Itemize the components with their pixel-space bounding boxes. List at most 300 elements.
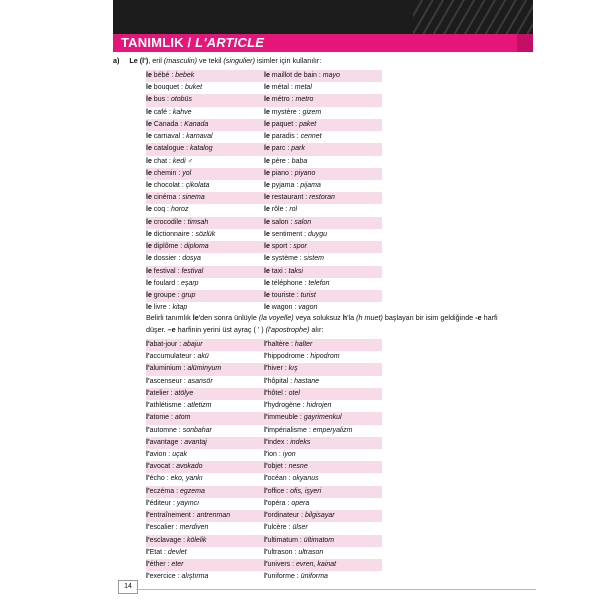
- article: le: [264, 230, 270, 238]
- vocab-row: [146, 437, 382, 449]
- section-title: TANIMLIK / L'ARTICLE: [121, 35, 265, 50]
- vocab-row: [146, 229, 382, 241]
- french-word: ulcère: [267, 524, 287, 532]
- french-word: avantage: [149, 438, 179, 446]
- turkish-translation: gayrimenkul: [303, 414, 342, 422]
- turkish-translation: vagon: [298, 304, 318, 312]
- turkish-translation: mayo: [322, 72, 340, 79]
- turkish-translation: ultrason: [298, 548, 324, 556]
- article: l': [264, 463, 268, 471]
- french-word: système: [271, 255, 298, 263]
- article: l': [146, 414, 150, 422]
- vocab-row: [146, 486, 382, 498]
- turkish-translation: kış: [288, 365, 298, 373]
- vocab-entry: l'athlétisme : atletizm: [146, 402, 212, 410]
- vocab-entry: le père : baba: [264, 157, 308, 165]
- vocab-entry: l'hôpital : hastane: [264, 377, 320, 385]
- vocab-entry: le groupe : grup: [146, 291, 196, 299]
- vocab-entry: l'haltère : halter: [264, 341, 313, 348]
- turkish-translation: paket: [299, 120, 317, 128]
- title-band-accent: [517, 34, 533, 52]
- vocab-row: [146, 217, 382, 229]
- french-word: automne: [149, 426, 177, 434]
- vocab-entry: le wagon : vagon: [264, 304, 318, 312]
- turkish-translation: restoran: [309, 194, 335, 202]
- turkish-translation: atletizm: [187, 402, 212, 410]
- turkish-translation: timsah: [187, 218, 209, 226]
- article: le: [264, 120, 270, 128]
- article: l': [146, 402, 150, 410]
- vocab-entry: l'index : indeks: [264, 438, 311, 446]
- article: l': [146, 512, 150, 520]
- turkish-translation: uçak: [172, 450, 187, 458]
- french-word: père: [271, 157, 286, 165]
- vocab-entry: l'uniforme : üniforma: [264, 573, 328, 581]
- vocab-row: [146, 290, 382, 302]
- vocab-row: [146, 388, 382, 400]
- article: le: [264, 304, 270, 312]
- turkish-translation: eter: [171, 560, 184, 568]
- vocab-row: [146, 522, 382, 534]
- vocab-row: [146, 156, 382, 168]
- french-word: athlétisme: [149, 402, 182, 410]
- vocab-row: [146, 131, 382, 143]
- french-word: office: [267, 487, 285, 495]
- article: le: [146, 194, 152, 202]
- article: le: [264, 218, 270, 226]
- vocab-entry: le métro : metro: [264, 96, 314, 104]
- french-word: foulard: [153, 279, 176, 287]
- turkish-translation: otel: [288, 389, 300, 397]
- turkish-translation: bebek: [175, 72, 195, 79]
- vocab-entry: le foulard : eşarp: [146, 279, 199, 287]
- vocab-entry: le livre : kitap: [146, 304, 188, 312]
- turkish-translation: horoz: [170, 206, 189, 214]
- vocab-entry: le chemin : yol: [146, 169, 192, 177]
- vocab-row: [146, 559, 382, 571]
- vocab-entry: le parc : park: [264, 145, 305, 153]
- vocab-entry: le restaurant : restoran: [264, 194, 335, 202]
- french-word: cinéma: [153, 194, 177, 202]
- vocab-entry: l'atome : atom: [146, 414, 191, 422]
- vocab-entry: le dictionnaire : sözlük: [146, 230, 216, 238]
- vocab-entry: l'ion : iyon: [264, 450, 296, 458]
- turkish-translation: opera: [291, 499, 310, 507]
- vocab-row: [146, 425, 382, 437]
- french-word: livre: [153, 304, 167, 312]
- article: le: [146, 279, 152, 287]
- vocab-entry: le mystère : gizem: [264, 108, 322, 116]
- article: l': [264, 365, 268, 373]
- article: l': [264, 402, 268, 410]
- french-word: atome: [149, 414, 170, 422]
- turkish-translation: yayıncı: [176, 499, 200, 507]
- french-word: téléphone: [271, 279, 303, 287]
- article: le: [264, 206, 270, 214]
- elision-explanation: Belirli tanımlık le'den sonra ünlüyle (la voyelle) veya soluksuz h'la (h muet) başlayan bir isim geldiğinde -e harfi düşer. –e harfinin yerini üst ayraç ( ' ) (l'apostrophe) alır:: [146, 313, 498, 334]
- article: le: [264, 267, 270, 275]
- vocab-entry: l'océan : okyanus: [264, 475, 319, 483]
- turkish-translation: asansör: [187, 377, 213, 385]
- french-word: parc: [271, 145, 286, 153]
- vocab-row: [146, 473, 382, 485]
- turkish-translation: evren, kainat: [296, 560, 337, 568]
- turkish-translation: taksi: [288, 267, 303, 275]
- vocab-row: [146, 461, 382, 473]
- article: l': [264, 438, 268, 446]
- turkish-translation: Kanada: [184, 120, 209, 128]
- vocab-entry: l'hôtel : otel: [264, 389, 300, 397]
- vocab-entry: le carnaval : karnaval: [146, 133, 213, 141]
- vocab-row: [146, 253, 382, 265]
- french-word: hippodrome: [267, 353, 305, 361]
- vocab-entry: l'éditeur : yayıncı: [146, 499, 200, 507]
- turkish-translation: akü: [197, 353, 209, 361]
- turkish-translation: turist: [300, 291, 316, 299]
- french-word: bébé: [153, 72, 170, 79]
- article: l': [146, 536, 150, 544]
- article: l': [146, 389, 150, 397]
- article: le: [146, 206, 152, 214]
- turkish-translation: indeks: [290, 438, 311, 446]
- turkish-translation: avantaj: [184, 438, 207, 446]
- french-word: atelier: [149, 389, 169, 397]
- article: l': [146, 450, 150, 458]
- french-word: crocodile: [153, 218, 182, 226]
- vocab-row: [146, 376, 382, 388]
- vocab-row: [146, 510, 382, 522]
- turkish-translation: atölye: [174, 389, 194, 397]
- vocab-row: [146, 143, 382, 155]
- french-word: sport: [271, 243, 288, 251]
- vocab-entry: l'ultrason : ultrason: [264, 548, 324, 556]
- vocab-entry: le maillot de bain : mayo: [264, 72, 340, 79]
- vocab-entry: l'ulcère : ülser: [264, 524, 308, 532]
- article: le: [264, 194, 270, 202]
- french-word: restaurant: [271, 194, 304, 202]
- turkish-translation: üniforma: [300, 573, 328, 581]
- french-word: rôle: [271, 206, 284, 214]
- french-word: touriste: [271, 291, 295, 299]
- vocab-entry: l'entraînement : antrenman: [146, 512, 231, 520]
- vocab-entry: l'écho : eko, yankı: [146, 475, 203, 483]
- vocab-entry: le chat : kedi ♂: [146, 157, 193, 165]
- vocab-row: [146, 241, 382, 253]
- vocab-row: [146, 70, 382, 82]
- article: le: [146, 145, 152, 153]
- french-word: accumulateur: [149, 353, 192, 361]
- vocab-entry: le paradis : cennet: [264, 133, 322, 141]
- french-word: café: [153, 108, 168, 116]
- article: le: [146, 230, 152, 238]
- turkish-translation: sistem: [303, 255, 324, 263]
- vocab-entry: le cinéma : sinema: [146, 194, 205, 202]
- french-word: impérialisme: [267, 426, 307, 434]
- vocab-entry: le système : sistem: [264, 255, 324, 263]
- article: le: [146, 255, 152, 263]
- article: l': [264, 377, 268, 385]
- french-word: coq: [153, 206, 166, 214]
- turkish-translation: sonbahar: [182, 426, 212, 434]
- vocab-entry: l'office : ofis, işyeri: [264, 487, 322, 495]
- vocab-entry: le chocolat : çikolata: [146, 181, 210, 189]
- vocab-row: [146, 107, 382, 119]
- article: le: [264, 145, 270, 153]
- article: le: [146, 291, 152, 299]
- french-word: eczéma: [149, 487, 175, 495]
- turkish-translation: telefon: [308, 279, 330, 287]
- article: le: [146, 243, 152, 251]
- article: le: [264, 72, 270, 79]
- turkish-translation: karnaval: [186, 133, 213, 141]
- article: l': [264, 389, 268, 397]
- vocab-entry: l'eczéma : egzema: [146, 487, 205, 495]
- vocab-entry: le coq : horoz: [146, 206, 189, 214]
- french-word: éditeur: [149, 499, 172, 507]
- french-word: avocat: [149, 463, 171, 471]
- turkish-translation: hidrojen: [306, 402, 332, 410]
- vocab-entry: l'escalier : merdiven: [146, 524, 209, 532]
- article: l': [146, 341, 150, 348]
- turkish-translation: spor: [293, 243, 307, 251]
- article: l': [146, 438, 150, 446]
- french-word: métal: [271, 84, 289, 92]
- vocab-entry: l'avocat : avokado: [146, 463, 203, 471]
- vocab-row: [146, 363, 382, 375]
- vocab-entry: le sport : spor: [264, 243, 307, 251]
- turkish-translation: bilgisayar: [304, 512, 335, 520]
- vocab-row: [146, 82, 382, 94]
- french-word: océan: [267, 475, 287, 483]
- vocab-entry: le pyjama : pijama: [264, 181, 321, 189]
- turkish-translation: pijama: [300, 181, 321, 189]
- article: l': [146, 475, 150, 483]
- french-word: piano: [271, 169, 289, 177]
- french-word: bouquet: [153, 84, 180, 92]
- vocab-entry: l'éther : eter: [146, 560, 184, 568]
- turkish-translation: metal: [294, 84, 312, 92]
- french-word: métro: [271, 96, 290, 104]
- vocab-entry: l'automne : sonbahar: [146, 426, 212, 434]
- vocab-entry: l'objet : nesne: [264, 463, 308, 471]
- turkish-translation: alıştırma: [181, 573, 209, 581]
- french-word: immeuble: [267, 414, 298, 422]
- vocab-row: [146, 266, 382, 278]
- french-word: escalier: [149, 524, 174, 532]
- article: le: [264, 133, 270, 141]
- french-word: festival: [153, 267, 176, 275]
- turkish-translation: atom: [174, 414, 191, 422]
- article: l': [146, 463, 150, 471]
- turkish-translation: devlet: [167, 548, 187, 556]
- turkish-translation: otobüs: [170, 96, 192, 104]
- french-word: hydrogène: [267, 402, 301, 410]
- turkish-translation: okyanus: [292, 475, 319, 483]
- french-word: éther: [149, 560, 166, 568]
- article: le: [146, 133, 152, 141]
- vocab-entry: le salon : salon: [264, 218, 312, 226]
- french-word: aluminium: [149, 365, 182, 373]
- vocab-entry: l'abat-jour : abajur: [146, 341, 203, 348]
- article: l': [146, 573, 150, 581]
- article: l': [264, 536, 268, 544]
- turkish-translation: sinema: [182, 194, 205, 202]
- article: le: [146, 120, 152, 128]
- vocab-entry: l'hippodrome : hipodrom: [264, 353, 340, 361]
- article: le: [146, 218, 152, 226]
- french-word: taxi: [271, 267, 283, 275]
- article: le: [146, 84, 152, 92]
- vocab-entry: l'impérialisme : emperyalizm: [264, 426, 353, 434]
- turkish-translation: kitap: [172, 304, 188, 312]
- turkish-translation: kahve: [172, 108, 192, 116]
- article: l': [264, 426, 268, 434]
- french-word: salon: [271, 218, 289, 226]
- article: le: [264, 255, 270, 263]
- french-word: Canada: [153, 120, 179, 128]
- french-word: mystère: [271, 108, 297, 116]
- article: l': [264, 524, 268, 532]
- decorative-stripes: [413, 0, 533, 34]
- french-word: esclavage: [149, 536, 182, 544]
- article: l': [146, 487, 150, 495]
- vocab-entry: l'hiver : kış: [264, 365, 298, 373]
- french-word: hôpital: [267, 377, 289, 385]
- vocab-entry: l'esclavage : kölelik: [146, 536, 207, 544]
- article: l': [146, 560, 150, 568]
- article: le: [146, 304, 152, 312]
- vocab-row: [146, 412, 382, 424]
- vocab-entry: l'univers : evren, kainat: [264, 560, 337, 568]
- article: l': [146, 426, 150, 434]
- article: l': [264, 475, 268, 483]
- french-word: chemin: [153, 169, 177, 177]
- vocab-row: [146, 571, 382, 583]
- turkish-translation: eşarp: [181, 279, 199, 287]
- french-word: opéra: [267, 499, 286, 507]
- article: l': [146, 524, 150, 532]
- turkish-translation: hipodrom: [310, 353, 340, 361]
- vocab-entry: l'Etat : devlet: [146, 548, 187, 556]
- vocab-row: [146, 192, 382, 204]
- vocab-row: [146, 339, 382, 351]
- french-word: carnaval: [153, 133, 181, 141]
- top-header-bar: [113, 0, 533, 34]
- french-word: groupe: [153, 291, 176, 299]
- french-word: bus: [153, 96, 166, 104]
- turkish-translation: abajur: [183, 341, 203, 348]
- article: l': [264, 548, 268, 556]
- vocabulary-table-l-apostrophe: [146, 339, 382, 583]
- turkish-translation: ülser: [292, 524, 308, 532]
- french-word: wagon: [271, 304, 293, 312]
- french-word: Etat: [149, 548, 163, 556]
- vocab-entry: le métal : metal: [264, 84, 312, 92]
- french-word: écho: [149, 475, 165, 483]
- vocab-row: [146, 535, 382, 547]
- turkish-translation: diploma: [184, 243, 209, 251]
- vocab-entry: l'ascenseur : asansör: [146, 377, 213, 385]
- turkish-translation: piyano: [294, 169, 316, 177]
- french-word: ascenseur: [149, 377, 182, 385]
- vocab-entry: le rôle : rol: [264, 206, 298, 214]
- article: le: [264, 84, 270, 92]
- turkish-translation: dosya: [182, 255, 201, 263]
- vocab-entry: l'ordinateur : bilgisayar: [264, 512, 335, 520]
- turkish-translation: duygu: [308, 230, 328, 238]
- vocab-entry: l'avion : uçak: [146, 450, 187, 458]
- vocabulary-table-le: [146, 70, 382, 314]
- vocab-row: [146, 278, 382, 290]
- vocab-entry: le crocodile : timsah: [146, 218, 209, 226]
- vocab-entry: l'hydrogène : hidrojen: [264, 402, 332, 410]
- french-word: index: [267, 438, 285, 446]
- french-word: dossier: [153, 255, 177, 263]
- article: l': [264, 353, 268, 361]
- article: le: [264, 279, 270, 287]
- vocab-row: [146, 94, 382, 106]
- article: l': [264, 560, 268, 568]
- turkish-translation: cennet: [300, 133, 322, 141]
- vocab-entry: l'atelier : atölye: [146, 389, 194, 397]
- french-word: diplôme: [153, 243, 179, 251]
- section-title-band: [113, 34, 533, 52]
- french-word: entraînement: [149, 512, 191, 520]
- vocab-row: [146, 498, 382, 510]
- vocab-entry: l'exercice : alıştırma: [146, 573, 209, 581]
- article: le: [146, 96, 152, 104]
- turkish-translation: grup: [181, 291, 196, 299]
- vocab-entry: le café : kahve: [146, 108, 192, 116]
- vocab-row: [146, 449, 382, 461]
- turkish-translation: kölelik: [186, 536, 207, 544]
- french-word: abat-jour: [149, 341, 178, 348]
- vocab-row: [146, 351, 382, 363]
- vocab-entry: le diplôme : diploma: [146, 243, 209, 251]
- french-word: objet: [267, 463, 283, 471]
- article: l': [264, 414, 268, 422]
- turkish-translation: baba: [291, 157, 308, 165]
- article: l': [146, 548, 150, 556]
- french-word: dictionnaire: [153, 230, 190, 238]
- vocab-entry: le festival : festival: [146, 267, 204, 275]
- french-word: catalogue: [153, 145, 185, 153]
- turkish-translation: avokado: [176, 463, 203, 471]
- turkish-translation: yol: [182, 169, 192, 177]
- vocab-row: [146, 547, 382, 559]
- french-word: ultimatum: [267, 536, 298, 544]
- article: l': [146, 499, 150, 507]
- turkish-translation: merdiven: [179, 524, 209, 532]
- french-word: univers: [267, 560, 291, 568]
- vocab-entry: le touriste : turist: [264, 291, 316, 299]
- turkish-translation: buket: [184, 84, 203, 92]
- article: l': [264, 450, 268, 458]
- turkish-translation: kedi ♂: [172, 157, 193, 165]
- vocab-row: [146, 180, 382, 192]
- turkish-translation: ültimatom: [303, 536, 335, 544]
- article: le: [146, 181, 152, 189]
- french-word: exercice: [149, 573, 176, 581]
- vocab-entry: l'immeuble : gayrimenkul: [264, 414, 342, 422]
- french-word: uniforme: [267, 573, 295, 581]
- article: l': [264, 487, 268, 495]
- turkish-translation: nesne: [288, 463, 308, 471]
- section-a-intro: a) Le (l'), eril (masculin) ve tekil (singulier) isimler için kullanılır:: [113, 56, 322, 65]
- vocab-entry: le catalogue : katalog: [146, 145, 213, 153]
- turkish-translation: iyon: [282, 450, 296, 458]
- article: le: [264, 96, 270, 104]
